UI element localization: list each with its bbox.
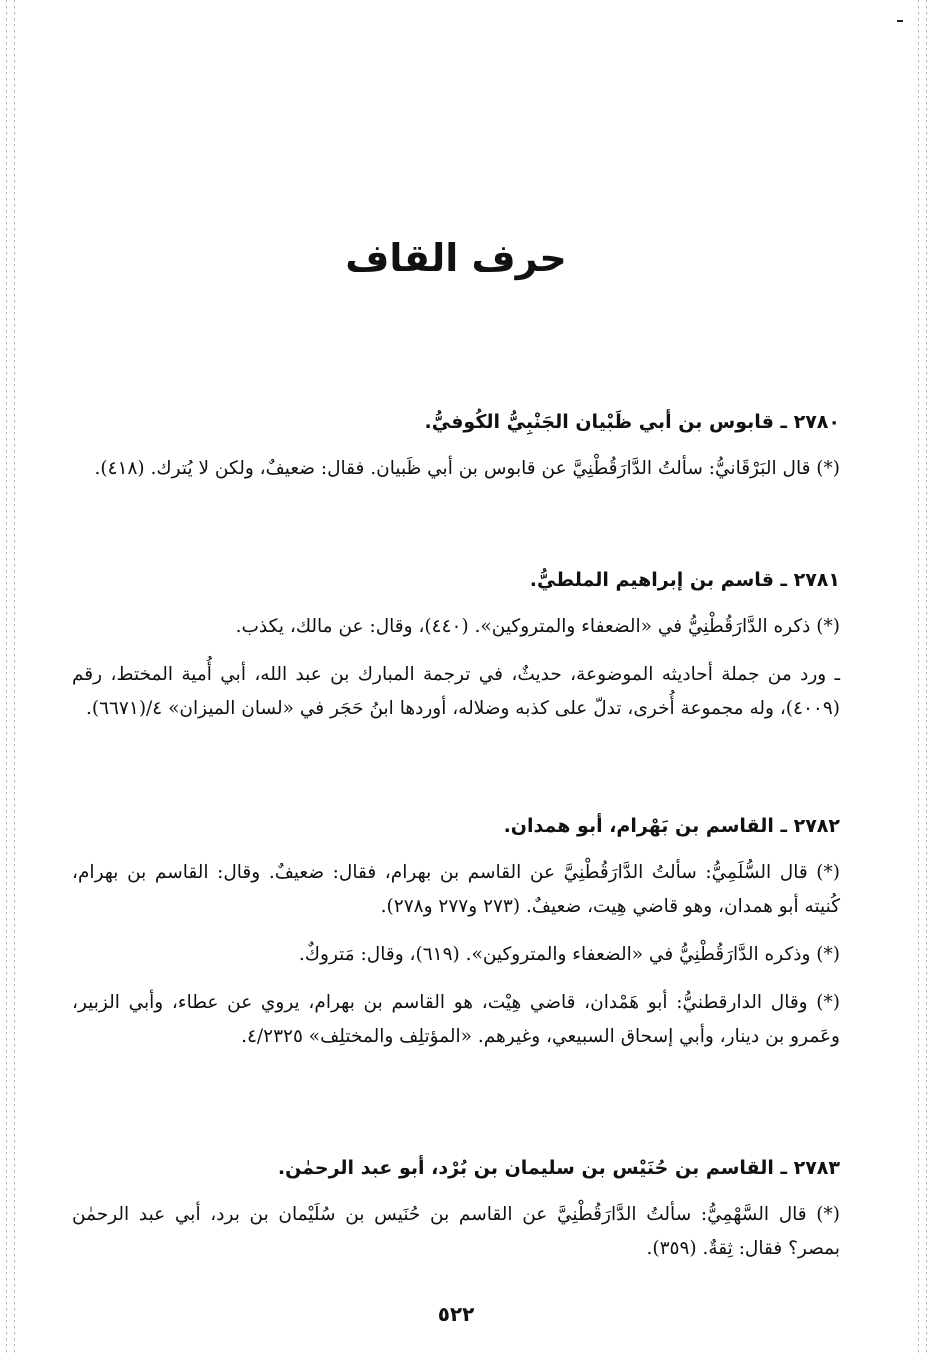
entry-paragraph: (*) وقال الدارقطنيُّ: أبو هَمْدان، قاضي هِيْت، هو القاسم بن بهرام، يروي عن عطاء، وأبي الزبير، وعَمرو بن دينار، وأبي إسحاق السبيعي، وغيرهم. «المؤتلِف والمختلِف» ٤/٢٣٢٥. bbox=[72, 992, 840, 1047]
entry-heading: ٢٧٨٢ ـ القاسم بن بَهْرام، أبو همدان. bbox=[503, 815, 840, 837]
right-edge-dots-inner bbox=[918, 0, 919, 1356]
entry-heading: ٢٧٨٣ ـ القاسم بن حُنَيْس بن سليمان بن بُرْد، أبو عبد الرحمٰن. bbox=[277, 1157, 840, 1179]
chapter-title: حرف القاف bbox=[345, 236, 567, 280]
entry-heading: ٢٧٨٠ ـ قابوس بن أبي ظَبْيان الجَنْبِيُّ الكُوفيُّ. bbox=[424, 411, 840, 433]
entry-2781 bbox=[72, 566, 840, 740]
entry-paragraph: (*) وذكره الدَّارَقُطْنِيُّ في «الضعفاء والمتروكين». (٦١٩)، وقال: مَتروكٌ. bbox=[298, 944, 840, 965]
corner-mark bbox=[897, 20, 903, 22]
entry-paragraph: ـ ورد من جملة أحاديثه الموضوعة، حديثٌ، في ترجمة المبارك بن عبد الله، أبي أُمية المختط، رقم (٤٠٠٩)، وله مجموعة أُخرى، تدلّ على كذبه وضلاله، أوردها ابنُ حَجَر في «لسان الميزان» ٤/(٦٦٧١). bbox=[72, 664, 840, 719]
entry-2783 bbox=[72, 1154, 840, 1280]
book-page bbox=[72, 0, 840, 1356]
entry-2782 bbox=[72, 812, 840, 1068]
page-number: ٥٢٢ bbox=[437, 1302, 475, 1326]
entry-2780 bbox=[72, 408, 840, 500]
left-edge-dots-inner bbox=[14, 0, 15, 1356]
entry-paragraph: (*) قال البَرْقَانيُّ: سألتُ الدَّارَقُطْنِيَّ عن قابوس بن أبي ظَبيان. فقال: ضعيفٌ، ولكن لا يُترك. (٤١٨). bbox=[94, 458, 840, 479]
entry-paragraph: (*) قال السُّلَمِيُّ: سألتُ الدَّارَقُطْنِيَّ عن القاسم بن بهرام، فقال: ضعيفٌ. وقال: القاسم بن بهرام، كُنيته أبو همدان، وهو قاضي هِيت، ضعيفٌ. (٢٧٣ و٢٧٧ و٢٧٨). bbox=[72, 862, 840, 917]
entry-paragraph: (*) قال السَّهْمِيُّ: سألتُ الدَّارَقُطْنِيَّ عن القاسم بن حُنَيس بن سُلَيْمان بن برد، أبي عبد الرحمٰن بمصر؟ فقال: ثِقةٌ. (٣٥٩). bbox=[72, 1204, 840, 1259]
right-edge-dots bbox=[926, 0, 927, 1356]
entry-paragraph: (*) ذكره الدَّارَقُطْنِيُّ في «الضعفاء والمتروكين». (٤٤٠)، وقال: عن مالك، يكذب. bbox=[235, 616, 840, 637]
left-edge-dots bbox=[6, 0, 7, 1356]
entry-heading: ٢٧٨١ ـ قاسم بن إبراهيم الملطيُّ. bbox=[529, 569, 840, 591]
